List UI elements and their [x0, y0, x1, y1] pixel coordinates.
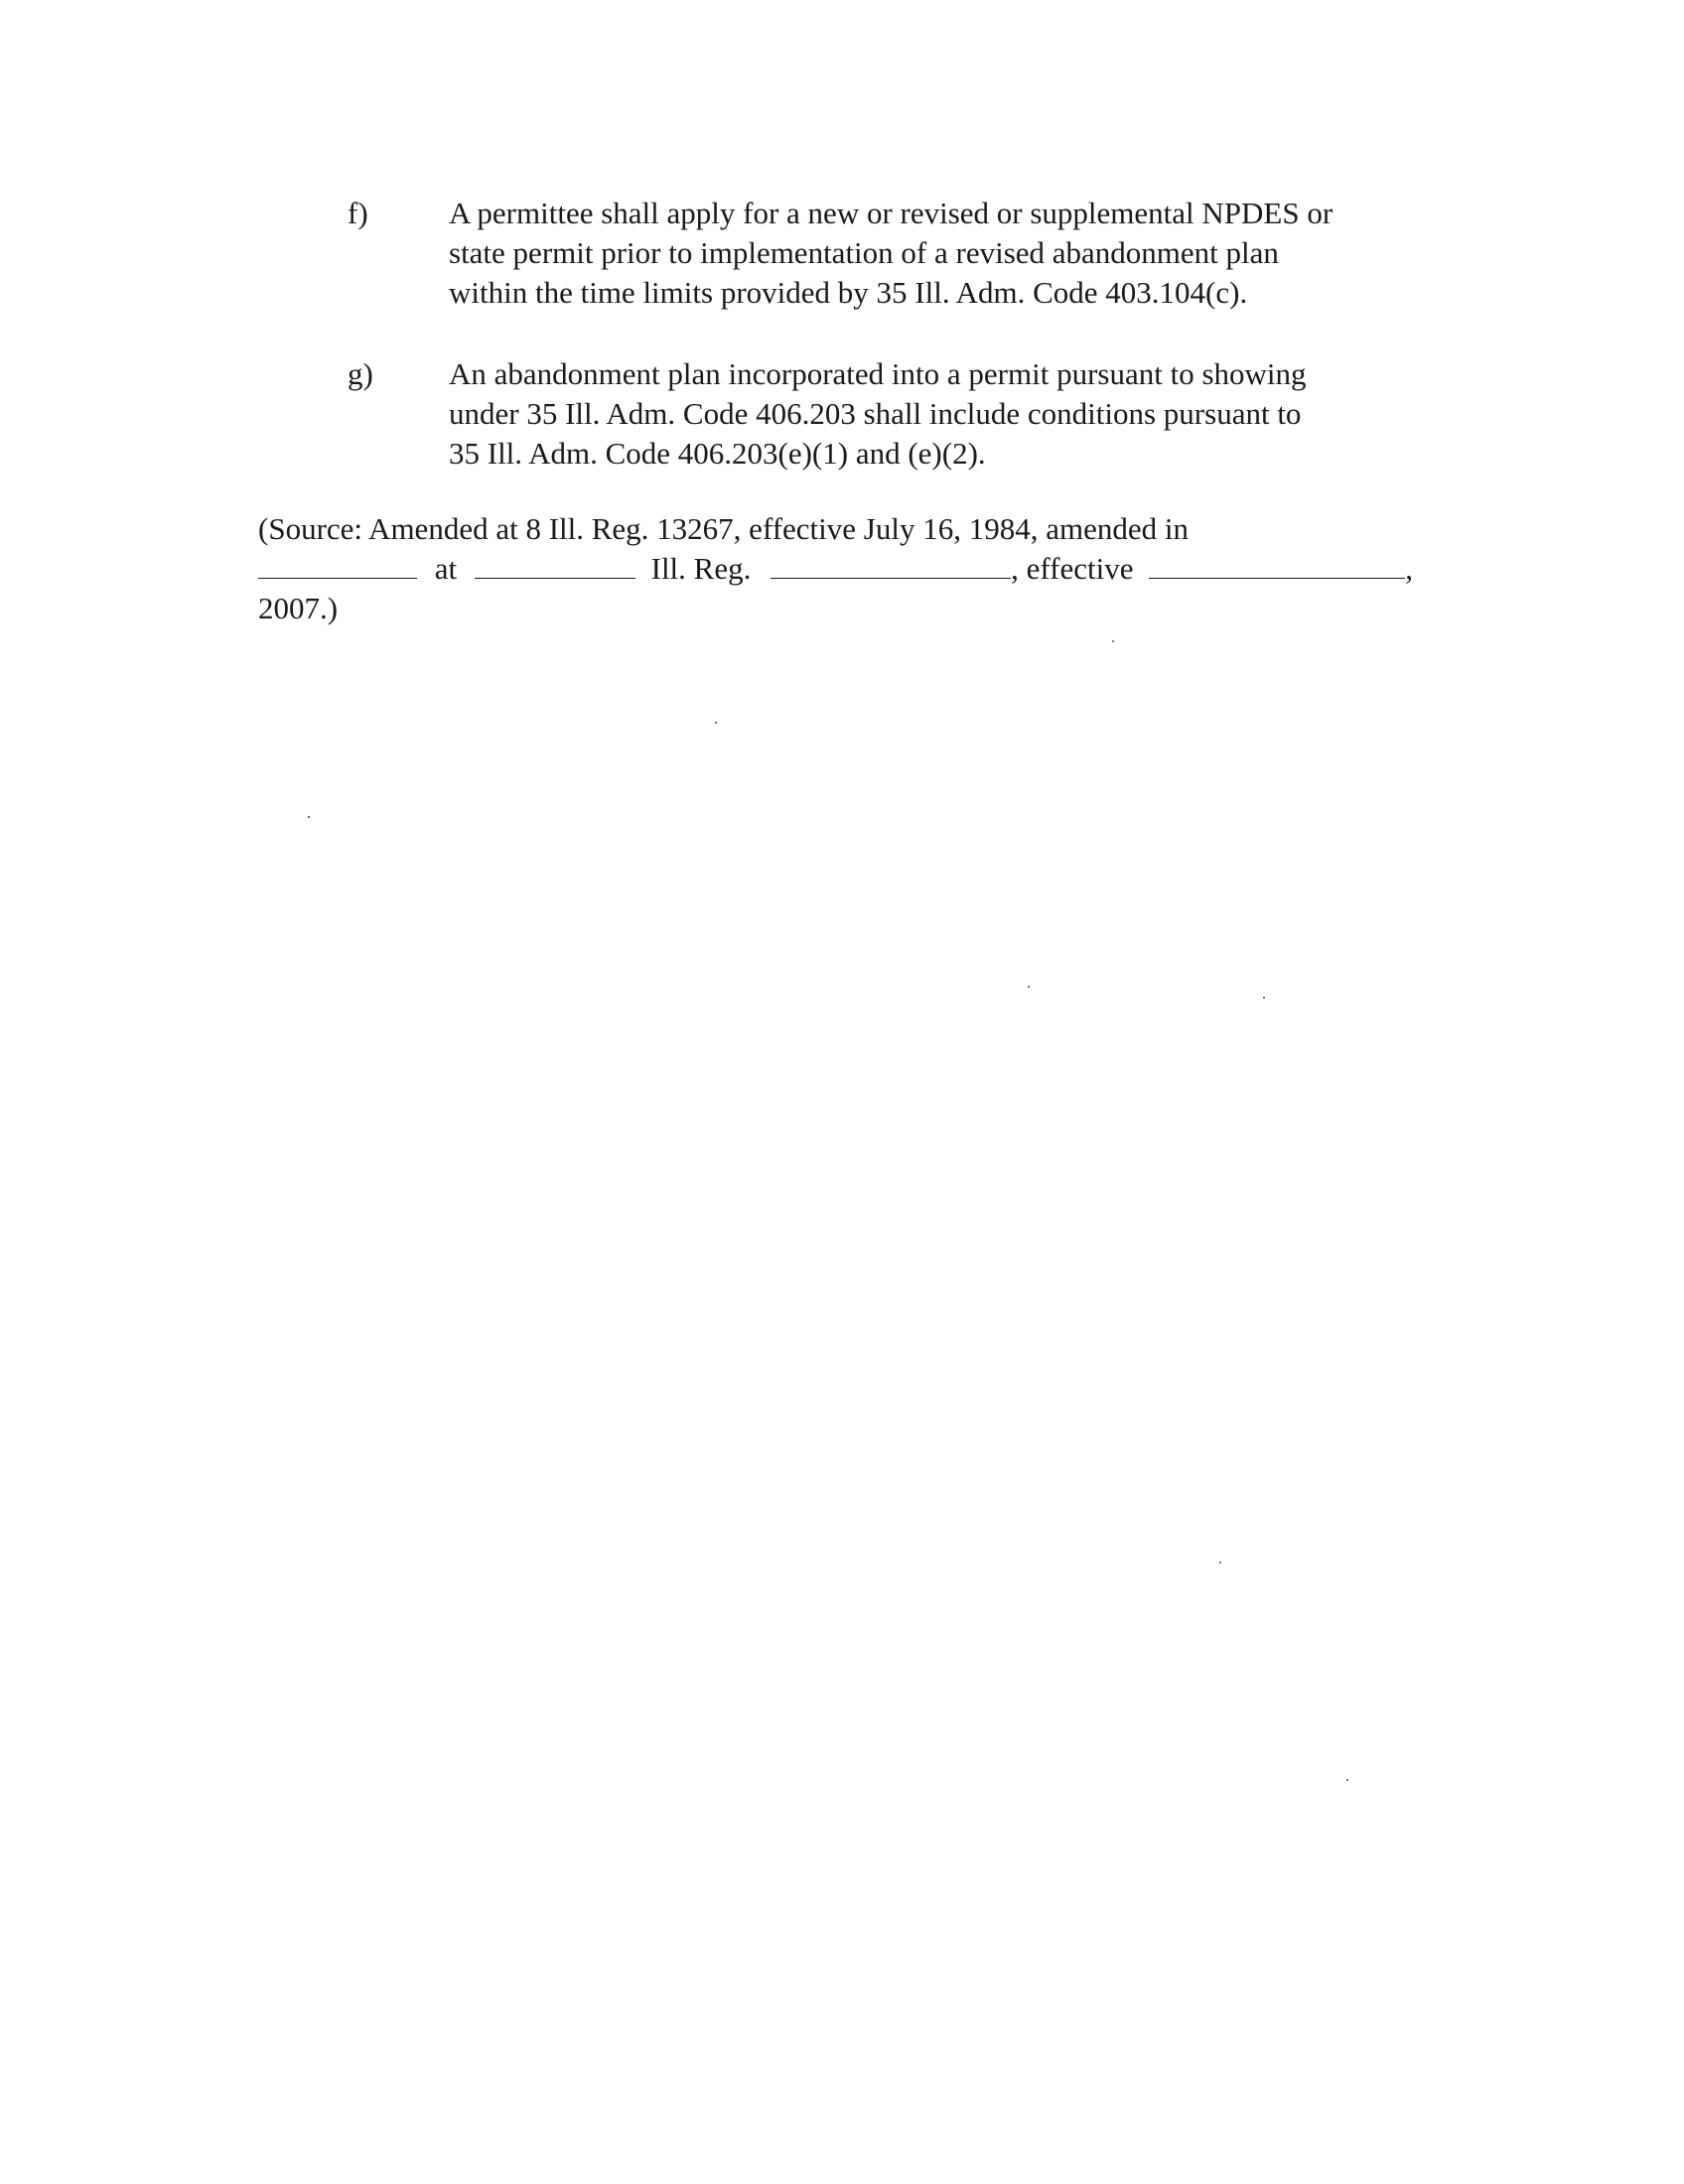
source-line-3: [258, 589, 1430, 628]
blank-page-field: [771, 550, 1011, 579]
paragraph-f-line: within the time limits provided by 35 Ill. Adm. Code 403.104(c).: [449, 275, 1248, 310]
source-comma: ,: [1405, 551, 1413, 586]
source-year: 2007.): [258, 591, 339, 625]
scan-speck: [1219, 1562, 1221, 1564]
scan-speck: [715, 722, 717, 724]
paragraph-g-line: under 35 Ill. Adm. Code 406.203 shall include conditions pursuant to: [449, 396, 1302, 431]
source-note: [258, 509, 1430, 628]
paragraph-g-line: 35 Ill. Adm. Code 406.203(e)(1) and (e)(2).: [449, 436, 986, 471]
scan-speck: [1028, 986, 1030, 988]
paragraph-g-label: g): [348, 356, 373, 391]
source-reg-word: Ill. Reg.: [650, 551, 752, 586]
paragraph-f-label: f): [348, 196, 368, 230]
blank-volume-field: [475, 550, 635, 579]
scan-speck: [1263, 997, 1265, 999]
source-at-word: at: [434, 551, 458, 586]
source-line-1: (Source: Amended at 8 Ill. Reg. 13267, effective July 16, 1984, amended in: [258, 511, 1189, 546]
paragraph-g-text: [449, 354, 1307, 474]
blank-effective-date-field: [1149, 550, 1405, 579]
blank-date-field: [258, 550, 417, 579]
paragraph-g-line: An abandonment plan incorporated into a permit pursuant to showing: [449, 356, 1307, 391]
source-effective-word: , effective: [1011, 551, 1134, 586]
scan-speck: [308, 816, 310, 818]
paragraph-f-line: A permittee shall apply for a new or revised or supplemental NPDES or: [449, 196, 1333, 230]
paragraph-f-text: [449, 194, 1333, 313]
paragraph-f-line: state permit prior to implementation of a revised abandonment plan: [449, 235, 1279, 270]
source-line-2: [258, 549, 1430, 589]
scan-speck: [1112, 640, 1114, 642]
scan-speck: [1346, 1779, 1348, 1781]
